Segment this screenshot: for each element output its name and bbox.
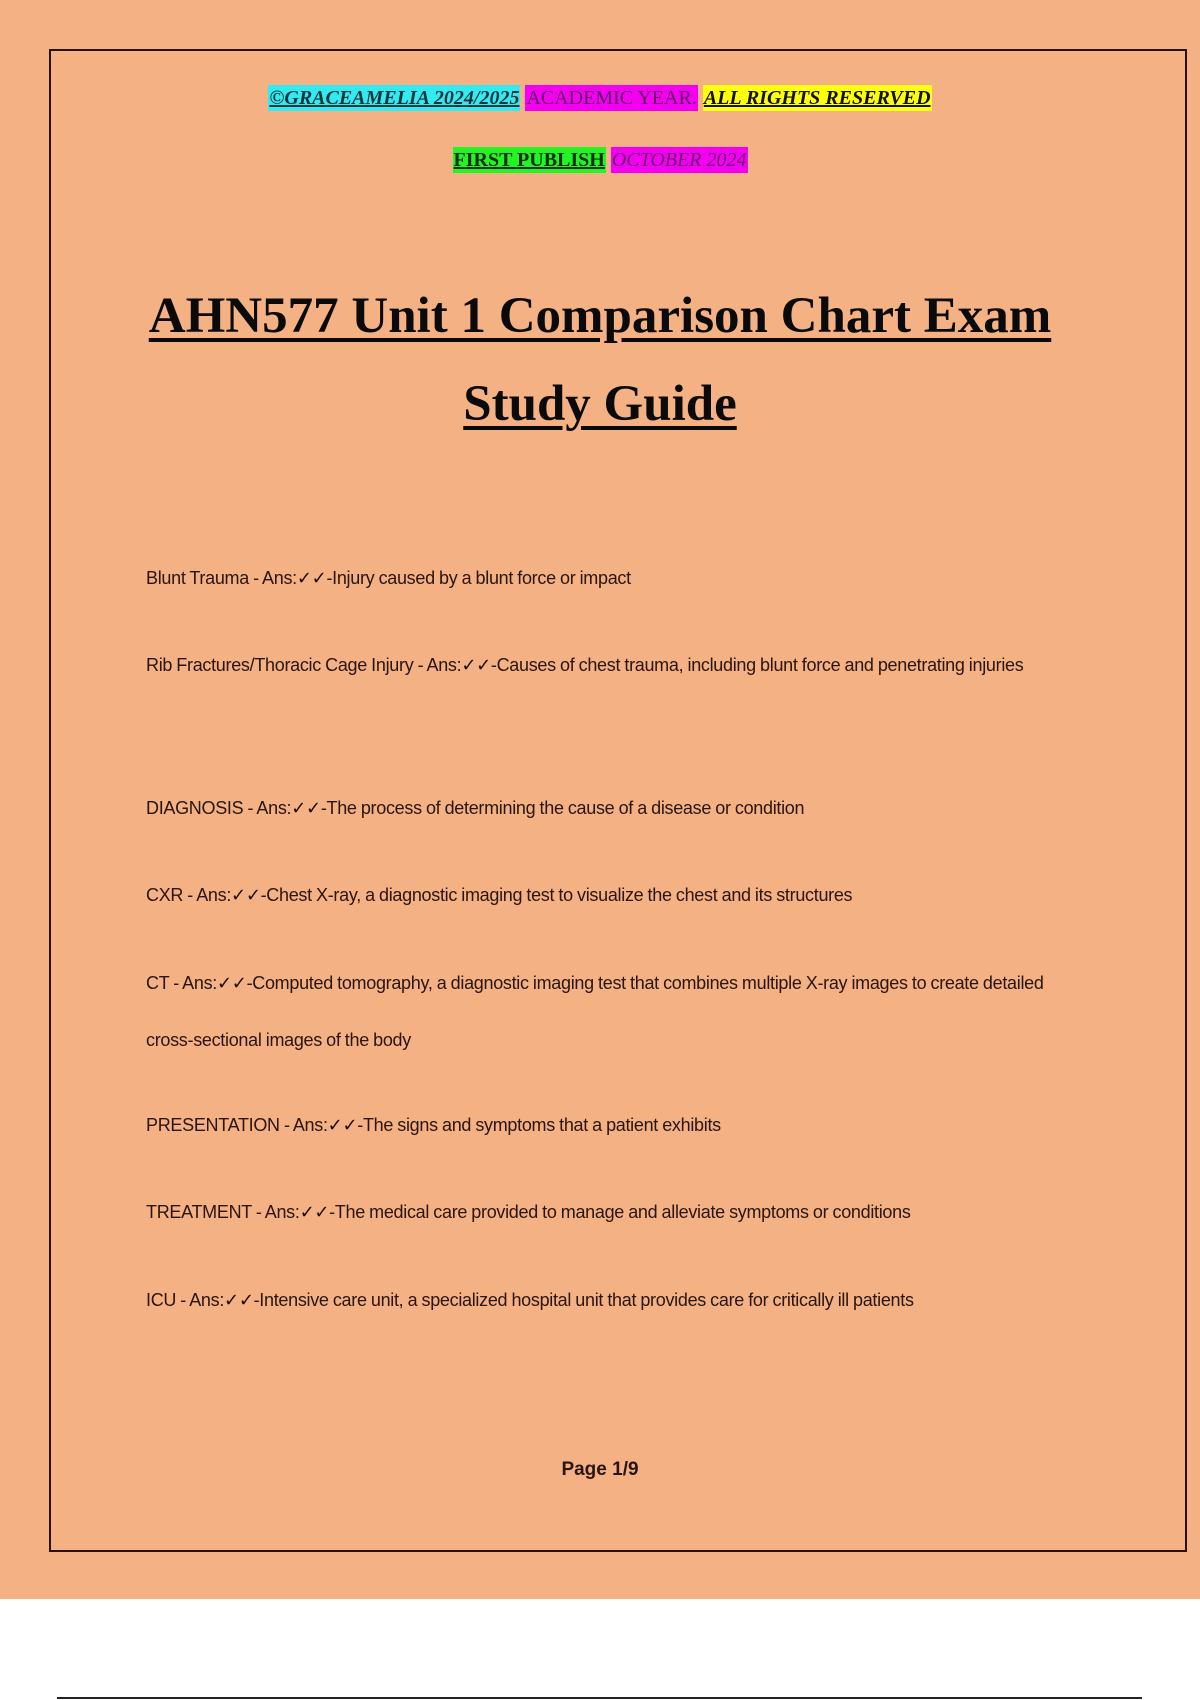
document-title-line-2: Study Guide (463, 376, 737, 432)
entry-separator: - Ans: (251, 1202, 300, 1222)
entry-term: Rib Fractures/Thoracic Cage Injury (146, 655, 414, 675)
double-check-icon: ✓✓ (217, 973, 247, 994)
next-page-divider (57, 1697, 1142, 1699)
entry-definition: -The process of determining the cause of a disease or condition (320, 798, 805, 818)
entry-definition: -Computed tomography, a diagnostic imaging test that combines multiple X-ray images to create detailed cross-sectional images of the body (146, 973, 1044, 1050)
entry-term: DIAGNOSIS (146, 798, 244, 818)
page-number: Page 1/9 (561, 1459, 639, 1480)
double-check-icon: ✓✓ (299, 1202, 330, 1223)
double-check-icon: ✓✓ (224, 1290, 254, 1311)
entry-term: Blunt Trauma (146, 568, 249, 588)
qa-entry (146, 955, 1076, 1068)
academic-year-label: ACADEMIC YEAR. (526, 87, 697, 109)
qa-entry (146, 780, 1076, 837)
double-check-icon: ✓✓ (296, 568, 327, 589)
entry-term: ICU (146, 1290, 177, 1310)
entry-term: PRESENTATION (146, 1115, 280, 1135)
qa-entry (146, 1097, 1076, 1154)
entry-term: CT (146, 973, 170, 993)
qa-entry (146, 1272, 1076, 1329)
double-check-icon: ✓✓ (291, 798, 321, 819)
entry-term: CXR (146, 885, 184, 905)
double-check-icon: ✓✓ (231, 885, 261, 906)
entry-definition: -The medical care provided to manage and alleviate symptoms or conditions (329, 1202, 911, 1222)
document-title-line-1: AHN577 Unit 1 Comparison Chart Exam (148, 288, 1052, 344)
rights-reserved-label: ALL RIGHTS RESERVED (703, 87, 931, 109)
entry-definition: -Causes of chest trauma, including blunt force and penetrating injuries (490, 655, 1024, 675)
entry-separator: - Ans: (248, 568, 297, 588)
entry-separator: - Ans: (243, 798, 292, 818)
entry-term: TREATMENT (146, 1202, 252, 1222)
qa-entry (146, 1184, 1076, 1241)
copyright-label: ©GRACEAMELIA 2024/2025 (269, 87, 520, 109)
entry-separator: - Ans: (169, 973, 217, 993)
entry-separator: - Ans: (279, 1115, 328, 1135)
publish-date-label: OCTOBER 2024 (611, 149, 747, 171)
entry-definition: -Chest X-ray, a diagnostic imaging test to visualize the chest and its structures (260, 885, 853, 905)
double-check-icon: ✓✓ (327, 1115, 358, 1136)
entry-definition: -The signs and symptoms that a patient exhibits (357, 1115, 721, 1135)
entry-separator: - Ans: (183, 885, 232, 905)
entry-separator: - Ans: (176, 1290, 225, 1310)
publish-header (0, 147, 1200, 173)
qa-entry (146, 550, 1076, 607)
copyright-header (0, 85, 1200, 111)
entry-definition: -Intensive care unit, a specialized hospital unit that provides care for critically ill patients (253, 1290, 914, 1310)
double-check-icon: ✓✓ (461, 655, 491, 676)
entry-separator: - Ans: (413, 655, 462, 675)
qa-entry (146, 867, 1076, 924)
entry-definition: -Injury caused by a blunt force or impact (326, 568, 631, 588)
qa-entry (146, 637, 1076, 694)
first-publish-label: FIRST PUBLISH (453, 149, 605, 171)
